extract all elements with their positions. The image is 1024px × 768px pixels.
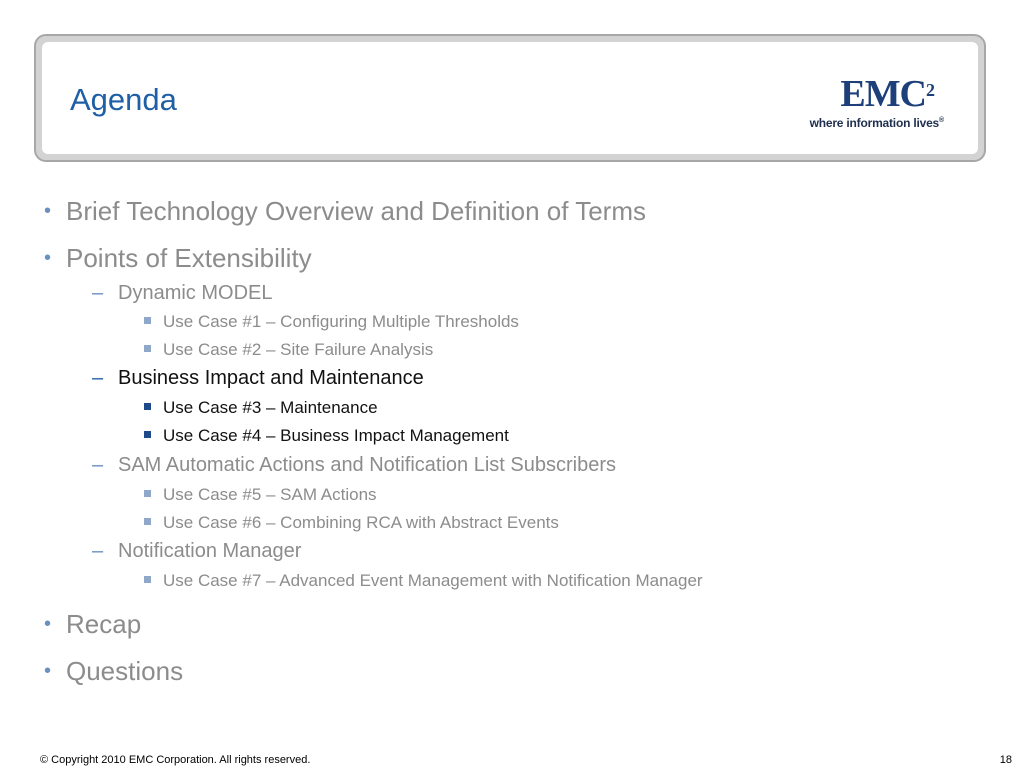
agenda-item-text: Use Case #2 – Site Failure Analysis [163, 340, 434, 359]
agenda-item-text: Use Case #7 – Advanced Event Management with Notification Manager [163, 571, 703, 590]
square-bullet-icon [144, 403, 151, 410]
agenda-item-level1 [44, 609, 141, 640]
dash-bullet-icon: – [92, 540, 104, 562]
agenda-item-text: Questions [66, 656, 184, 686]
page-number: 18 [999, 754, 1012, 766]
square-bullet-icon [144, 345, 151, 352]
agenda-item-level2 [92, 454, 616, 477]
agenda-item-level3 [144, 398, 378, 418]
logo-brand: EMC [840, 73, 926, 115]
agenda-item-text: Use Case #3 – Maintenance [163, 398, 378, 417]
dot-bullet-icon: • [44, 660, 52, 682]
dash-bullet-icon: – [92, 454, 104, 476]
square-bullet-icon [144, 518, 151, 525]
square-bullet-icon [144, 431, 151, 438]
agenda-item-level2 [92, 540, 301, 563]
square-bullet-icon [144, 576, 151, 583]
agenda-item-text: Business Impact and Maintenance [118, 367, 424, 389]
agenda-item-level2 [92, 367, 424, 390]
logo-tagline-text: where information lives [809, 116, 940, 130]
agenda-item-text: Use Case #5 – SAM Actions [163, 485, 377, 504]
copyright-footer: © Copyright 2010 EMC Corporation. All rights reserved. [40, 754, 311, 766]
agenda-item-text: Dynamic MODEL [118, 282, 273, 304]
slide-title: Agenda [70, 82, 177, 117]
dot-bullet-icon: • [44, 613, 52, 635]
agenda-item-level3 [144, 571, 703, 591]
agenda-item-level3 [144, 513, 559, 533]
agenda-item-level3 [144, 340, 433, 360]
square-bullet-icon [144, 490, 151, 497]
logo-superscript: 2 [926, 80, 934, 100]
dash-bullet-icon: – [92, 367, 104, 389]
agenda-item-level1 [44, 656, 183, 687]
agenda-item-text: SAM Automatic Actions and Notification List Subscribers [118, 454, 617, 476]
dot-bullet-icon: • [44, 247, 52, 269]
dot-bullet-icon: • [44, 200, 52, 222]
agenda-item-text: Brief Technology Overview and Definition of Terms [66, 196, 646, 226]
logo-registered-mark: ® [939, 117, 944, 124]
agenda-item-text: Use Case #6 – Combining RCA with Abstract Events [163, 513, 559, 532]
agenda-item-text: Points of Extensibility [66, 243, 312, 273]
dash-bullet-icon: – [92, 282, 104, 304]
agenda-item-level3 [144, 485, 377, 505]
agenda-item-text: Notification Manager [118, 540, 302, 562]
agenda-item-text: Use Case #1 – Configuring Multiple Thresholds [163, 312, 519, 331]
agenda-item-level2 [92, 282, 272, 305]
square-bullet-icon [144, 317, 151, 324]
agenda-item-level3 [144, 426, 509, 446]
agenda-item-level1 [44, 196, 646, 227]
agenda-item-level3 [144, 312, 519, 332]
agenda-item-text: Recap [66, 609, 142, 639]
agenda-item-text: Use Case #4 – Business Impact Management [163, 426, 509, 445]
agenda-item-level1 [44, 243, 312, 274]
